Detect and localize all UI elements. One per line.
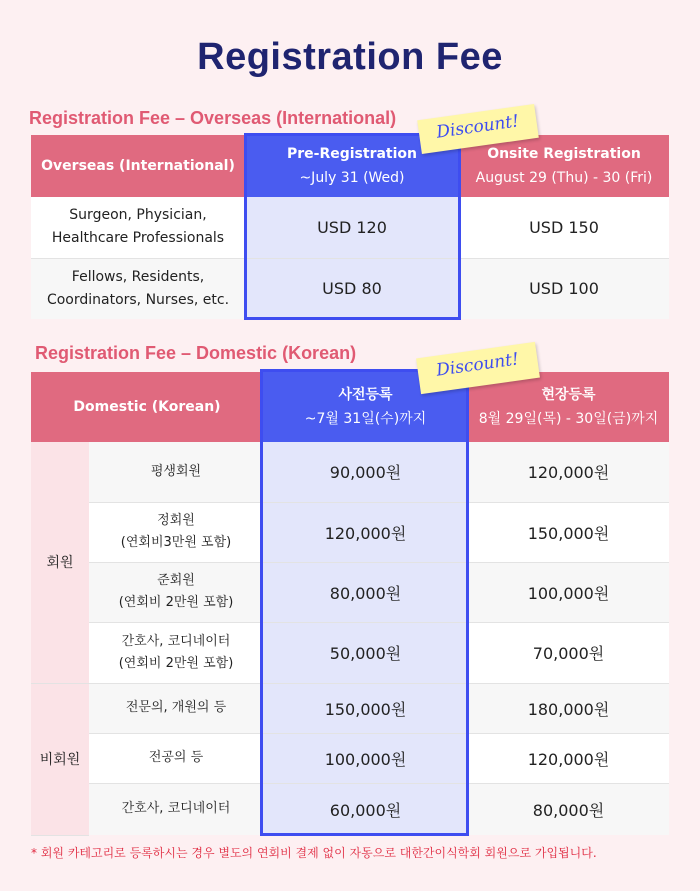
category-line: Surgeon, Physician,	[69, 207, 207, 224]
pre-price-cell: 120,000원	[263, 502, 468, 562]
overseas-header-category: Overseas (International)	[31, 135, 245, 197]
category-line: Coordinators, Nurses, etc.	[46, 291, 230, 308]
member-group-label: 회원	[31, 442, 89, 683]
overseas-category-cell	[31, 197, 245, 258]
nonmember-group-label: 비회원	[31, 683, 89, 835]
pre-price-cell: 90,000원	[263, 442, 468, 502]
domestic-onsite-date: 8월 29일(목) - 30일(금)까지	[478, 411, 659, 427]
page-title: Registration Fee	[197, 36, 503, 78]
table-row	[31, 562, 669, 622]
domestic-category-cell	[89, 442, 263, 502]
category-line: 준회원	[157, 573, 195, 588]
overseas-heading: Registration Fee – Overseas (International)	[29, 108, 397, 128]
table-row	[31, 502, 669, 562]
category-line: 간호사, 코디네이터	[121, 801, 231, 817]
onsite-price-cell: 120,000원	[468, 442, 669, 502]
pre-price-cell: USD 80	[245, 258, 459, 319]
table-row	[31, 733, 669, 783]
overseas-onsite-date: August 29 (Thu) - 30 (Fri)	[475, 170, 653, 186]
onsite-price-cell: 80,000원	[468, 783, 669, 835]
domestic-pre-date: ~7월 31일(수)까지	[304, 411, 427, 427]
category-line: (연회비3만원 포함)	[120, 535, 232, 550]
category-line: (연회비 2만원 포함)	[118, 595, 234, 610]
category-line: 전문의, 개원의 등	[125, 700, 227, 715]
category-line: (연회비 2만원 포함)	[118, 655, 234, 671]
pre-price-cell: 100,000원	[263, 733, 468, 783]
domestic-header-category: Domestic (Korean)	[31, 372, 263, 442]
pre-price-cell: USD 120	[245, 197, 459, 258]
table-row	[31, 258, 669, 319]
domestic-category-cell	[89, 733, 263, 783]
table-row	[31, 197, 669, 258]
overseas-discount-sticker: Discount!	[417, 104, 539, 154]
domestic-category-cell	[89, 683, 263, 733]
domestic-pre-title: 사전등록	[338, 387, 393, 403]
domestic-category-cell	[89, 562, 263, 622]
onsite-price-cell: USD 150	[459, 197, 669, 258]
table-row	[31, 442, 669, 502]
pre-price-cell: 150,000원	[263, 683, 468, 733]
domestic-heading: Registration Fee – Domestic (Korean)	[35, 343, 357, 363]
onsite-price-cell: 120,000원	[468, 733, 669, 783]
overseas-pre-title: Pre-Registration	[286, 146, 418, 162]
category-line: 간호사, 코디네이터	[121, 633, 231, 649]
onsite-price-cell: 180,000원	[468, 683, 669, 733]
category-line: 정회원	[157, 513, 195, 528]
overseas-pre-date: ~July 31 (Wed)	[299, 170, 405, 186]
table-row	[31, 683, 669, 733]
domestic-category-cell	[89, 783, 263, 835]
table-row	[31, 622, 669, 683]
table-row	[31, 783, 669, 835]
onsite-price-cell: 70,000원	[468, 622, 669, 683]
domestic-onsite-title: 현장등록	[541, 387, 596, 403]
category-line: Fellows, Residents,	[71, 268, 205, 285]
pre-price-cell: 50,000원	[263, 622, 468, 683]
domestic-discount-sticker: Discount!	[416, 342, 540, 394]
onsite-price-cell: 150,000원	[468, 502, 669, 562]
overseas-category-cell	[31, 258, 245, 319]
overseas-fee-table	[31, 135, 669, 319]
overseas-onsite-title: Onsite Registration	[487, 146, 641, 162]
domestic-category-cell	[89, 622, 263, 683]
pre-price-cell: 80,000원	[263, 562, 468, 622]
domestic-category-cell	[89, 502, 263, 562]
category-line: 평생회원	[150, 463, 202, 479]
category-line: Healthcare Professionals	[51, 230, 225, 247]
onsite-price-cell: USD 100	[459, 258, 669, 319]
footnote: * 회원 카테고리로 등록하시는 경우 별도의 연회비 결제 없이 자동으로 대한간이식학회 회원으로 가입됩니다.	[31, 846, 597, 860]
domestic-fee-table	[31, 372, 669, 836]
category-line: 전공의 등	[148, 750, 204, 765]
pre-price-cell: 60,000원	[263, 783, 468, 835]
onsite-price-cell: 100,000원	[468, 562, 669, 622]
